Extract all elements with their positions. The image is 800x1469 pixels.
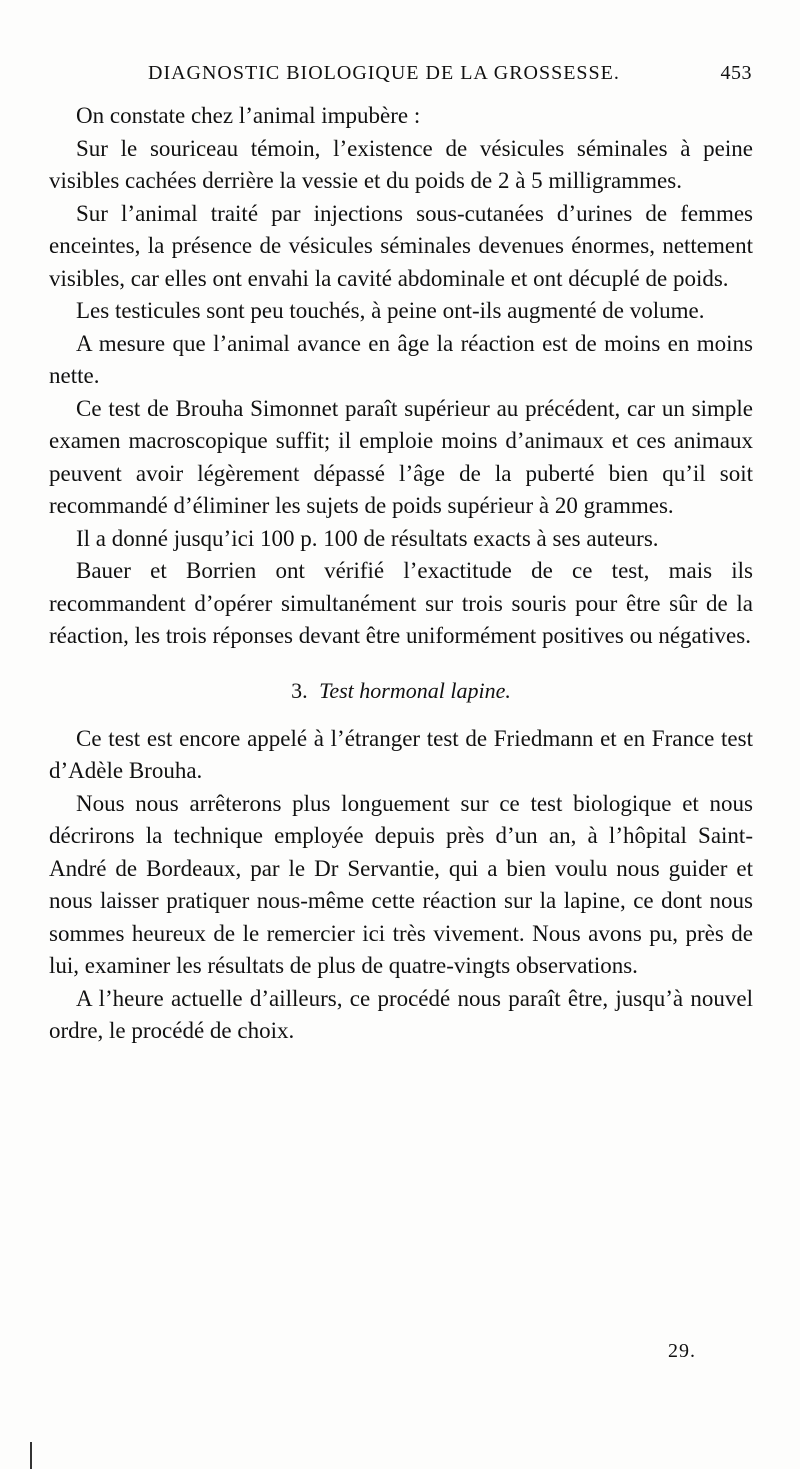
page-number: 453 [720, 62, 752, 84]
body-text [49, 100, 753, 1048]
section-heading [49, 677, 753, 705]
section-number: 3. [291, 677, 308, 703]
margin-line [30, 1442, 32, 1469]
paragraph: On constate chez l’animal impubère : [76, 103, 421, 128]
paragraph: Les testicules sont peu touchés, à peine ont-ils augmenté de volume. [76, 298, 705, 323]
paragraph: Ce test est encore appelé à l’étranger test de Friedmann et en France test d’Adèle Brouha. [49, 725, 753, 783]
paragraph: Nous nous arrêterons plus longuement sur ce test biologique et nous décrirons la technique employée depuis près d’un an, à l’hôpital Saint-André de Bordeaux, par le Dr Servantie, qui a bien voulu nous guider et nous laisser pratiquer nous-même cette réaction sur la lapine, ce dont nous sommes heureux de le remercier ici très vivement. Nous avons pu, près de lui, examiner les résultats de plus de quatre-vingts observations. [49, 790, 753, 978]
paragraph: Il a donné jusqu’ici 100 p. 100 de résultats exacts à ses auteurs. [76, 525, 659, 551]
paragraph: Sur le souriceau témoin, l’existence de vésicules séminales à peine visibles cachées derrière la vessie et du poids de 2 à 5 milligrammes. [49, 135, 753, 193]
signature-mark: 29. [668, 1340, 696, 1362]
paragraph: Bauer et Borrien ont vérifié l’exactitude de ce test, mais ils recommandent d’opérer simultanément sur trois souris pour être sûr de la réaction, les trois réponses devant être uniformément positives ou négatives. [49, 558, 753, 648]
paragraph: Sur l’animal traité par injections sous-cutanées d’urines de femmes enceintes, la présence de vésicules séminales devenues énormes, nettement visibles, car elles ont envahi la cavité abdominale et ont décuplé de poids. [49, 200, 753, 291]
page-header [48, 62, 752, 92]
running-title: DIAGNOSTIC BIOLOGIQUE DE LA GROSSESSE. [148, 62, 620, 84]
paragraph: Ce test de Brouha Simonnet paraît supérieur au précédent, car un simple examen macroscopique suffit; il emploie moins d’animaux et ces animaux peuvent avoir légèrement dépassé l’âge de la puberté bien qu’il soit recommandé d’éliminer les sujets de poids supérieur à 20 grammes. [49, 395, 753, 518]
paragraph: A mesure que l’animal avance en âge la réaction est de moins en moins nette. [49, 330, 753, 388]
section-title: Test hormonal lapine. [319, 677, 511, 703]
paragraph: A l’heure actuelle d’ailleurs, ce procédé nous paraît être, jusqu’à nouvel ordre, le procédé de choix. [49, 985, 753, 1043]
